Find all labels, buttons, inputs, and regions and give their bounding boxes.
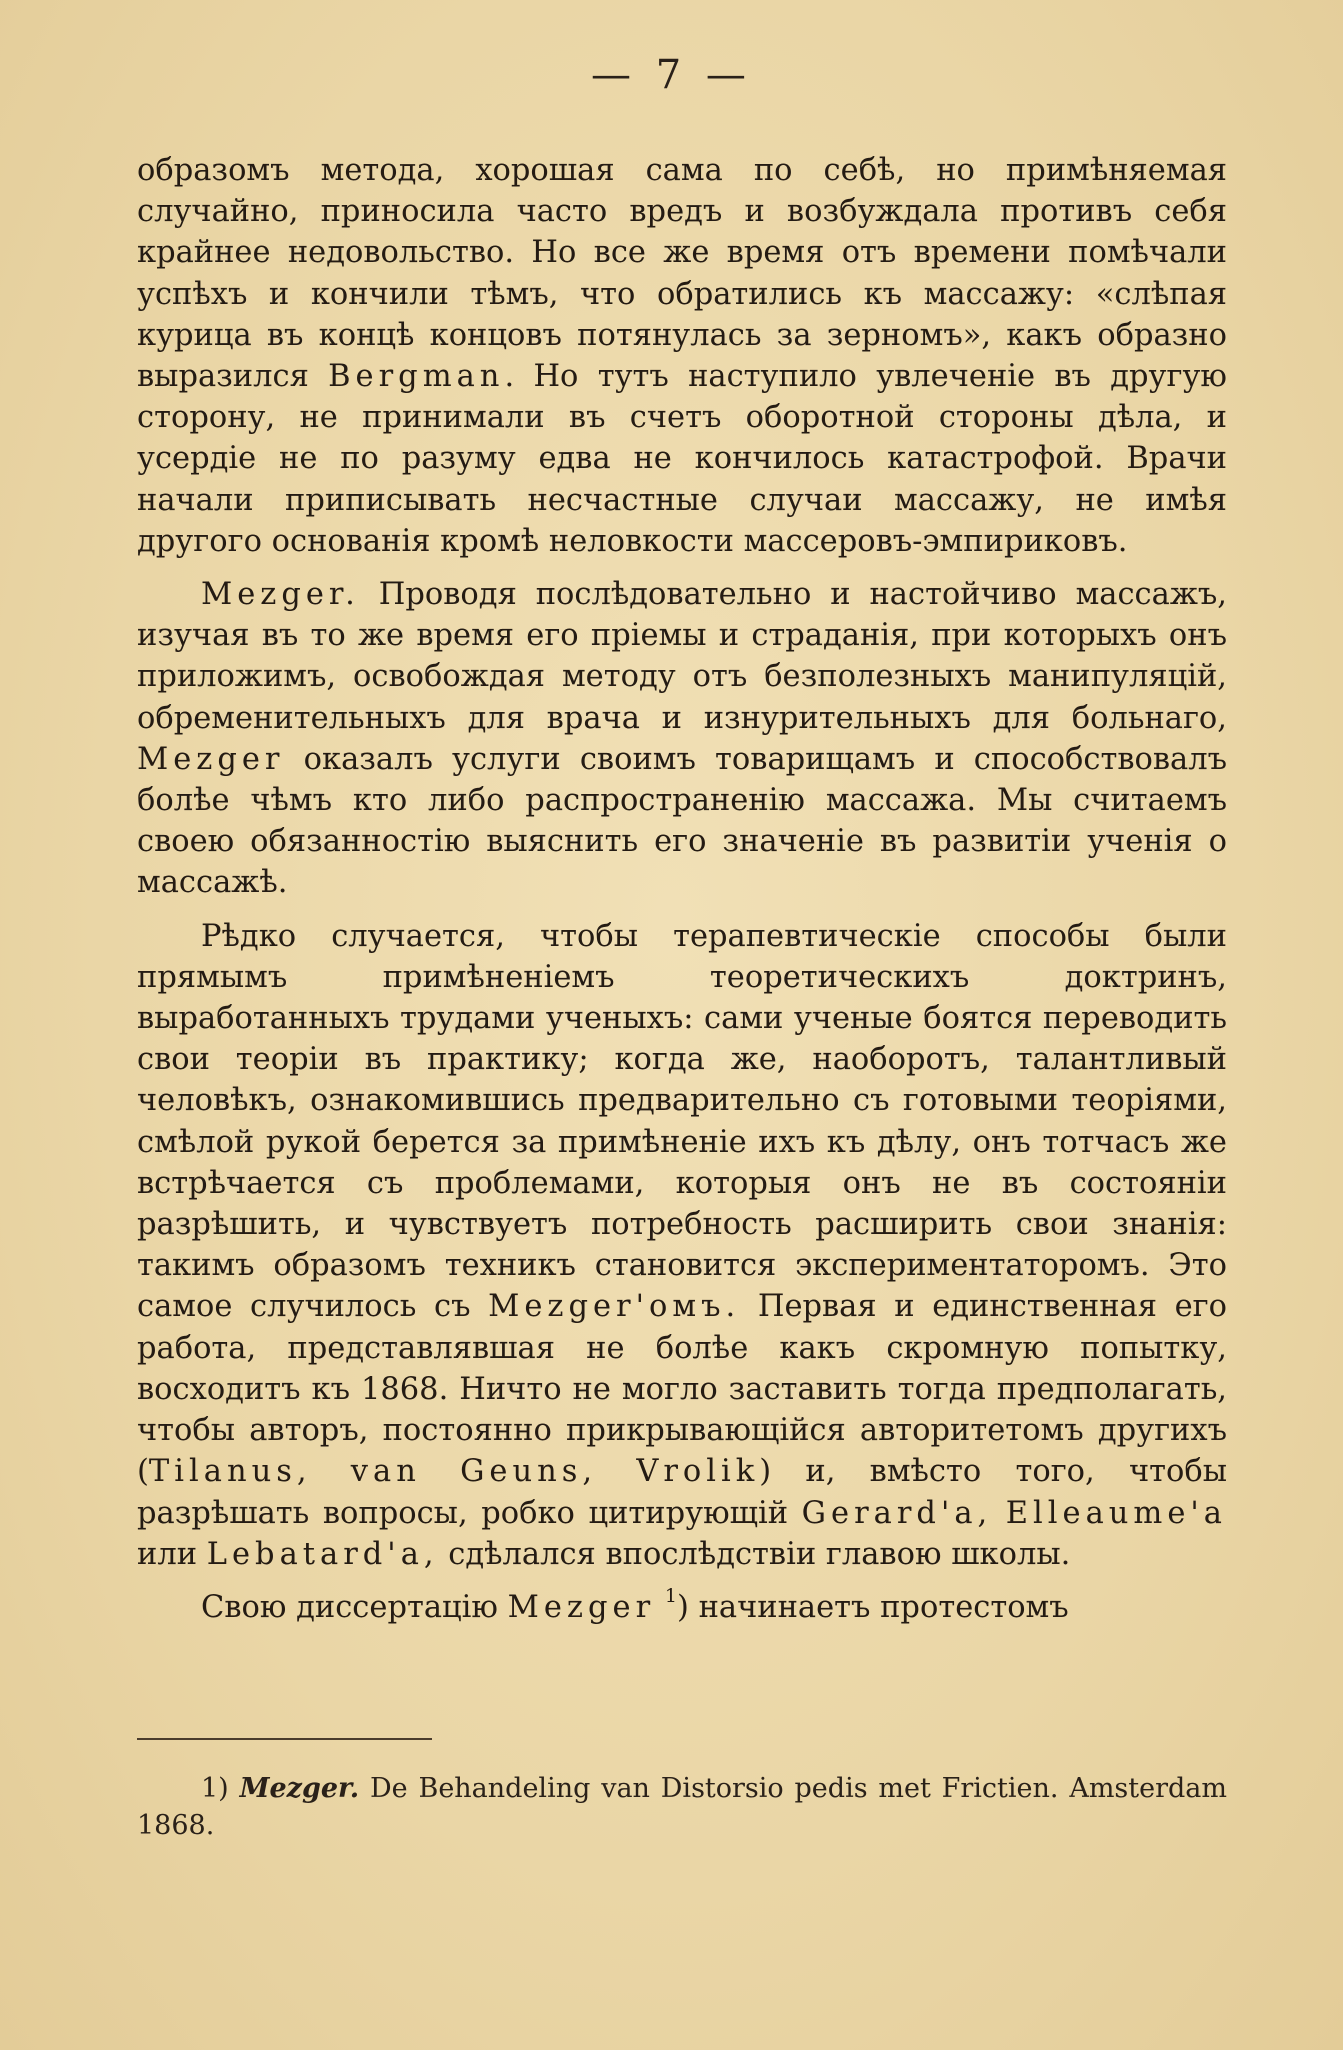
paragraph-2-end: оказалъ услуги своимъ товарищамъ и способствовалъ болѣе чѣмъ кто либо распространенію массажа. Мы считаемъ своею обязанностію выяснить его значеніе въ развитіи ученія о массажѣ. — [137, 741, 1227, 901]
paragraph-2 — [137, 574, 1227, 904]
paragraph-3-text-e: сдѣлался впослѣдствіи главою школы. — [448, 1536, 1071, 1572]
name-mezger-dissertation: Mezger — [507, 1589, 656, 1625]
name-elleaume: Elleaume'а — [1005, 1495, 1227, 1531]
paragraph-4-text-a: Свою диссертацію — [201, 1589, 498, 1625]
page-number: — 7 — — [591, 52, 752, 98]
paragraph-1-text: образомъ метода, хорошая сама по себѣ, но примѣняемая случайно, приносила часто вредъ и возбуждала противъ себя крайнее недовольство. Но все же время отъ времени помѣчали успѣхъ и кончили тѣмъ, что обратились къ массажу: «слѣпая курица въ концѣ концовъ потянулась за зерномъ», какъ образно выразился — [137, 153, 1227, 395]
name-mezger: Mezger — [137, 741, 285, 777]
paragraph-1-end: . Но тутъ наступило увлеченіе въ другую сторону, не принимали въ счетъ оборотной стороны дѣла, и усердіе не по разуму едва не кончилось катастрофой. Врачи начали приписывать несчастные случаи массажу, не имѣя другого основанія кромѣ неловкости массеровъ-эмпириковъ. — [137, 359, 1227, 559]
footnote-text: De Behandeling van Distorsio pedis met Frictien. Amsterdam 1868. — [137, 1773, 1227, 1841]
body-text — [137, 150, 1227, 1640]
paragraph-4-text-b: ) начинаетъ протестомъ — [676, 1589, 1069, 1625]
name-bergman: Bergman — [328, 359, 505, 395]
footnote-divider — [137, 1738, 432, 1740]
name-mezger-heading: Mezger. — [201, 577, 360, 613]
footnote-reference[interactable]: 1 — [664, 1584, 677, 1607]
paragraph-3-text-c: ) и, вмѣсто того, чтобы разрѣшать вопросы, робко цитирующій — [137, 1454, 1227, 1531]
paragraph-3-text-b: Первая и единственная его работа, представлявшая не болѣе какъ скромную попытку, восходитъ къ 1868. Ничто не могло заставить тогда предполагать, чтобы авторъ, постоянно прикрывающійся авторитетомъ другихъ ( — [137, 1289, 1227, 1490]
paragraph-3-text-d: или — [137, 1536, 198, 1572]
footnote-author: Mezger. — [239, 1773, 360, 1804]
paragraph-1 — [137, 150, 1227, 562]
paragraph-3-text-a: Рѣдко случается, чтобы терапевтическіе способы были прямымъ примѣненіемъ теоретическихъ доктринъ, выработанныхъ трудами ученыхъ: сами ученые боятся переводить свои теоріи въ практику; когда же, наоборотъ, талантливый человѣкъ, ознакомившись предварительно съ готовыми теоріями, смѣлой рукой берется за примѣненіе ихъ къ дѣлу, онъ тотчасъ же встрѣчается съ проблемами, которыя онъ не въ состояніи разрѣшить, и чувствуетъ потребность расширить свои знанія: такимъ образомъ техникъ становится экспериментаторомъ. Это самое случилось съ — [137, 918, 1227, 1325]
names-tilanus-geuns-vrolik: Tilanus, van Geuns, Vrolik — [148, 1454, 760, 1490]
paragraph-2-text: Проводя послѣдовательно и настойчиво массажъ, изучая въ то же время его пріемы и страданія, при которыхъ онъ приложимъ, освобождая методу отъ безполезныхъ манипуляцій, обременительныхъ для врача и изнурительныхъ для больнаго, — [137, 577, 1227, 736]
paragraph-3 — [137, 916, 1227, 1575]
name-gerard: Gerard'а, — [801, 1495, 993, 1531]
footnote — [137, 1770, 1227, 1844]
footnote-marker: 1) — [201, 1773, 229, 1804]
name-lebatard: Lebatard'а, — [206, 1536, 439, 1572]
paragraph-4 — [137, 1584, 1227, 1628]
name-mezger-om: Mezger'омъ. — [488, 1289, 741, 1325]
